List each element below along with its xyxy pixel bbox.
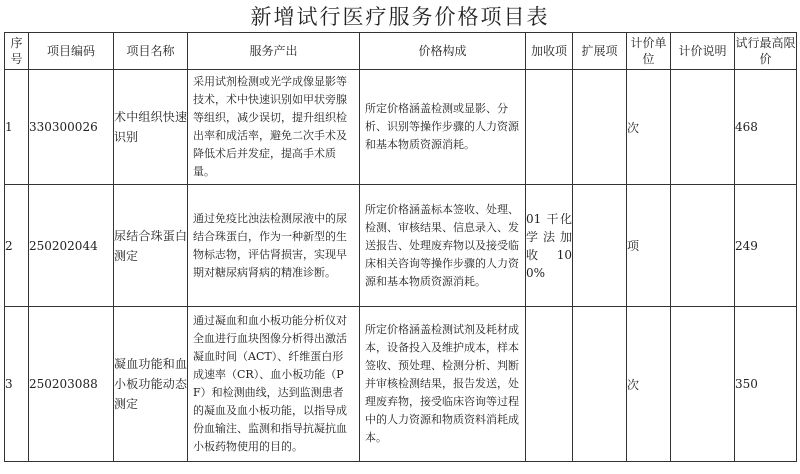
row-seq: 2 bbox=[5, 185, 29, 307]
row-extension bbox=[573, 307, 627, 462]
price-table bbox=[4, 32, 797, 462]
row-unit: 次 bbox=[627, 70, 671, 185]
row-seq: 3 bbox=[5, 307, 29, 462]
row-name: 凝血功能和血小板功能动态测定 bbox=[114, 307, 188, 462]
document-title: 新增试行医疗服务价格项目表 bbox=[250, 5, 550, 29]
row-composition: 所定价格涵盖检测或显影、分析、识别等操作步骤的人力资源和基本物质资源消耗。 bbox=[365, 102, 519, 151]
row-note bbox=[671, 185, 735, 307]
header-unit: 计价单位 bbox=[627, 33, 671, 70]
row-output-cell bbox=[188, 70, 360, 185]
row-extension bbox=[573, 70, 627, 185]
header-output: 服务产出 bbox=[188, 33, 360, 70]
table-row bbox=[5, 307, 797, 462]
row-output-cell bbox=[188, 307, 360, 462]
row-composition-cell bbox=[360, 70, 526, 185]
header-code: 项目编码 bbox=[29, 33, 114, 70]
row-output: 通过凝血和血小板功能分析仪对全血进行血块图像分析得出激活凝血时间（ACT）、纤维蛋白形成速率（CR）、血小板功能（PF）和检测曲线，达到监测患者的凝血及血小板功能，以指导成份血输注、监测和指导抗凝抗血小板药物使用的目的。 bbox=[193, 314, 347, 453]
header-max-price: 试行最高限价 bbox=[735, 33, 797, 70]
row-code: 250203088 bbox=[29, 307, 114, 462]
row-max-price: 468 bbox=[735, 70, 797, 185]
table-row bbox=[5, 185, 797, 307]
row-composition: 所定价格涵盖检测试剂及耗材成本，设备投入及维护成本，样本签收、预处理、检测分析、判断并审核检测结果，报告发送，处理废弃物，接受临床咨询等过程中的人力资源和物质资料消耗成本。 bbox=[365, 323, 519, 444]
header-name: 项目名称 bbox=[114, 33, 188, 70]
row-name: 术中组织快速识别 bbox=[114, 70, 188, 185]
row-code: 250202044 bbox=[29, 185, 114, 307]
row-max-price: 350 bbox=[735, 307, 797, 462]
row-extra-charge bbox=[526, 70, 573, 185]
row-code: 330300026 bbox=[29, 70, 114, 185]
row-output: 采用试剂检测或光学成像显影等技术，术中快速识别如甲状旁腺等组织，减少误切，提升组织检出率和成活率，避免二次手术及降低术后并发症，提高手术质量。 bbox=[193, 75, 347, 178]
row-note bbox=[671, 70, 735, 185]
header-seq: 序号 bbox=[5, 33, 29, 70]
row-output: 通过免疫比浊法检测尿液中的尿结合珠蛋白，作为一种新型的生物标志物，评估肾损害，实现早期对糖尿病肾病的精准诊断。 bbox=[193, 211, 347, 279]
row-composition-cell bbox=[360, 307, 526, 462]
row-extra-charge: 01 干化学法加收 100% bbox=[526, 185, 573, 307]
header-extension: 扩展项 bbox=[573, 33, 627, 70]
header-note: 计价说明 bbox=[671, 33, 735, 70]
row-extension bbox=[573, 185, 627, 307]
row-extra-charge bbox=[526, 307, 573, 462]
header-row bbox=[5, 33, 797, 70]
row-unit: 项 bbox=[627, 185, 671, 307]
row-composition-cell bbox=[360, 185, 526, 307]
table-row bbox=[5, 70, 797, 185]
row-output-cell bbox=[188, 185, 360, 307]
row-unit: 次 bbox=[627, 307, 671, 462]
row-max-price: 249 bbox=[735, 185, 797, 307]
row-seq: 1 bbox=[5, 70, 29, 185]
row-name: 尿结合珠蛋白测定 bbox=[114, 185, 188, 307]
header-composition: 价格构成 bbox=[360, 33, 526, 70]
header-extra-charge: 加收项 bbox=[526, 33, 573, 70]
row-composition: 所定价格涵盖标本签收、处理、检测、审核结果、信息录入、发送报告、处理废弃物以及接受临床相关咨询等操作步骤的人力资源和基本物质资源消耗。 bbox=[365, 202, 519, 288]
row-note bbox=[671, 307, 735, 462]
